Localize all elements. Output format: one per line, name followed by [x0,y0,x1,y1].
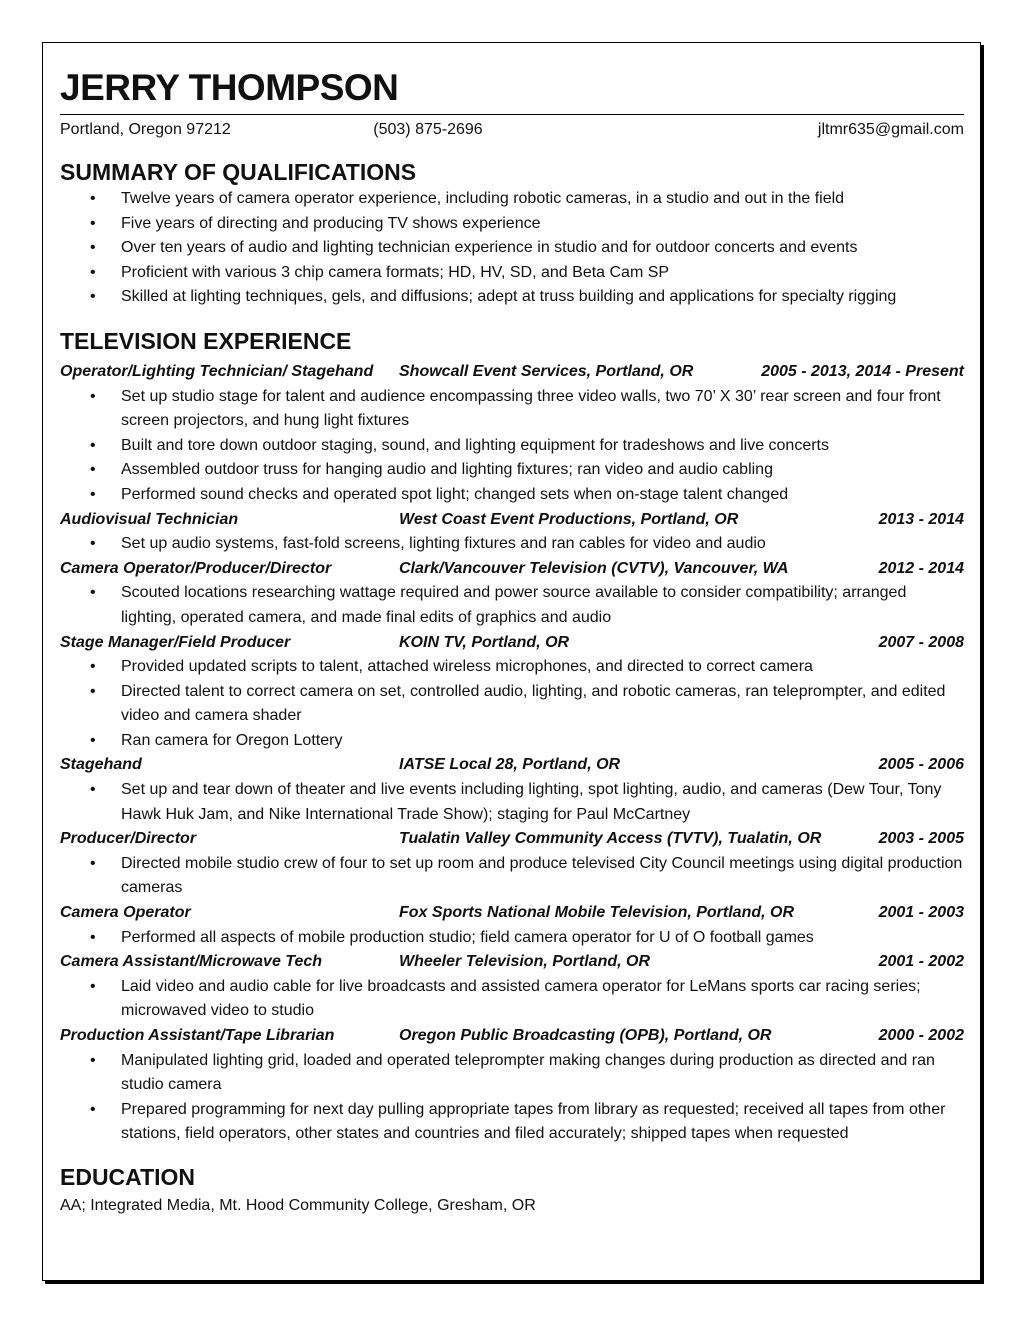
summary-item: • Five years of directing and producing TV shows experience [60,212,964,237]
job-header [60,827,964,852]
resume-document [60,64,964,1218]
experience-section [60,326,964,1147]
job-company: West Coast Event Productions, Portland, OR [399,510,739,528]
job-bullet: • Performed sound checks and operated spot light; changed sets when on-stage talent changed [60,483,964,508]
job-dates: 2005 - 2006 [878,756,964,774]
job-header [60,1024,964,1049]
job-title: Producer/Director [60,830,197,848]
job-header [60,508,964,533]
education-entry: AA; Integrated Media, Mt. Hood Community College, Gresham, OR [60,1196,536,1214]
job-bullet: • Prepared programming for next day pulling appropriate tapes from library as requested; received all tapes from other stations, field operators, other states and countries and filed accurately; shipped tapes when requested [60,1098,964,1147]
job-bullet: • Ran camera for Oregon Lottery [60,729,964,754]
job-bullets [60,655,964,753]
job-company: Oregon Public Broadcasting (OPB), Portland, OR [399,1027,772,1044]
job-entry [60,1024,964,1147]
job-header [60,360,964,385]
job-bullets [60,778,964,827]
job-bullets [60,1049,964,1147]
summary-item: • Over ten years of audio and lighting technician experience in studio and for outdoor concerts and events [60,236,964,261]
job-entry [60,557,964,631]
experience-heading: TELEVISION EXPERIENCE [60,327,352,354]
job-dates: 2013 - 2014 [878,510,964,528]
job-company: Tualatin Valley Community Access (TVTV), Tualatin, OR [399,830,822,848]
job-title: Camera Operator/Producer/Director [60,559,332,577]
job-header [60,631,964,656]
job-entry [60,950,964,1024]
job-bullet: • Directed mobile studio crew of four to set up room and produce televised City Council meetings using digital production cameras [60,852,964,901]
education-section [60,1162,964,1218]
job-dates: 2001 - 2002 [878,953,964,971]
summary-item: • Proficient with various 3 chip camera formats; HD, HV, SD, and Beta Cam SP [60,261,964,286]
job-bullet: • Manipulated lighting grid, loaded and operated teleprompter making changes during production as directed and ran studio camera [60,1049,964,1098]
job-title: Camera Assistant/Microwave Tech [60,953,323,971]
job-entry [60,631,964,754]
job-bullet: • Laid video and audio cable for live broadcasts and assisted camera operator for LeMans sports car racing series; microwaved video to studio [60,975,964,1024]
job-header [60,753,964,778]
job-company: Wheeler Television, Portland, OR [399,953,651,971]
contact-line [60,119,964,141]
job-entry [60,827,964,901]
job-dates: 2012 - 2014 [878,559,964,577]
job-dates: 2003 - 2005 [878,830,964,848]
job-bullet: • Directed talent to correct camera on set, controlled audio, lighting, and robotic cameras, ran teleprompter, and edited video and camera shader [60,680,964,729]
job-bullets [60,385,964,508]
job-dates: 2007 - 2008 [878,633,964,651]
job-entry [60,901,964,950]
job-entry [60,753,964,827]
job-header [60,950,964,975]
job-dates: 2005 - 2013, 2014 - Present [761,362,964,380]
job-bullet: • Built and tore down outdoor staging, sound, and lighting equipment for tradeshows and live concerts [60,434,964,459]
education-heading: EDUCATION [60,1163,196,1190]
job-bullets [60,532,964,557]
header-divider [60,114,964,115]
job-title: Production Assistant/Tape Librarian [60,1027,335,1044]
job-dates: 2001 - 2003 [878,904,964,922]
job-header [60,557,964,582]
job-title: Stagehand [60,756,142,774]
job-bullet: • Performed all aspects of mobile production studio; field camera operator for U of O football games [60,926,964,951]
summary-item: • Twelve years of camera operator experience, including robotic cameras, in a studio and out in the field [60,187,964,212]
job-entry [60,360,964,508]
candidate-name: JERRY THOMPSON [60,67,399,108]
job-title: Camera Operator [60,904,191,922]
contact-location: Portland, Oregon 97212 [60,121,231,138]
job-company: Showcall Event Services, Portland, OR [399,362,694,380]
job-bullet: • Assembled outdoor truss for hanging audio and lighting fixtures; ran video and audio cabling [60,458,964,483]
contact-email: jltmr635@gmail.com [817,121,964,138]
job-company: Fox Sports National Mobile Television, Portland, OR [399,904,795,922]
job-bullet: • Set up audio systems, fast-fold screens, lighting fixtures and ran cables for video and audio [60,532,964,557]
summary-section [60,157,964,310]
summary-list [60,187,964,310]
job-bullet: • Provided updated scripts to talent, attached wireless microphones, and directed to correct camera [60,655,964,680]
job-bullet: • Scouted locations researching wattage required and power source available to consider compatibility; arranged lighting, operated camera, and made final edits of graphics and audio [60,581,964,630]
job-bullets [60,852,964,901]
job-bullets [60,926,964,951]
job-company: KOIN TV, Portland, OR [399,633,570,651]
job-entry [60,508,964,557]
summary-heading: SUMMARY OF QUALIFICATIONS [60,159,417,185]
job-title: Stage Manager/Field Producer [60,633,291,651]
job-dates: 2000 - 2002 [878,1027,964,1044]
contact-phone: (503) 875-2696 [373,121,483,138]
job-title: Operator/Lighting Technician/ Stagehand [60,362,374,380]
job-company: IATSE Local 28, Portland, OR [399,756,621,774]
job-bullet: • Set up studio stage for talent and audience encompassing three video walls, two 70’ X 30’ rear screen and four front screen projectors, and hung light fixtures [60,385,964,434]
job-header [60,901,964,926]
summary-item: • Skilled at lighting techniques, gels, and diffusions; adept at truss building and applications for specialty rigging [60,285,964,310]
job-title: Audiovisual Technician [60,510,239,528]
job-bullets [60,975,964,1024]
job-bullet: • Set up and tear down of theater and live events including lighting, spot lighting, audio, and cameras (Dew Tour, Tony Hawk Huk Jam, and Nike International Trade Show); staging for Paul McCartney [60,778,964,827]
job-company: Clark/Vancouver Television (CVTV), Vancouver, WA [399,559,789,577]
job-bullets [60,581,964,630]
